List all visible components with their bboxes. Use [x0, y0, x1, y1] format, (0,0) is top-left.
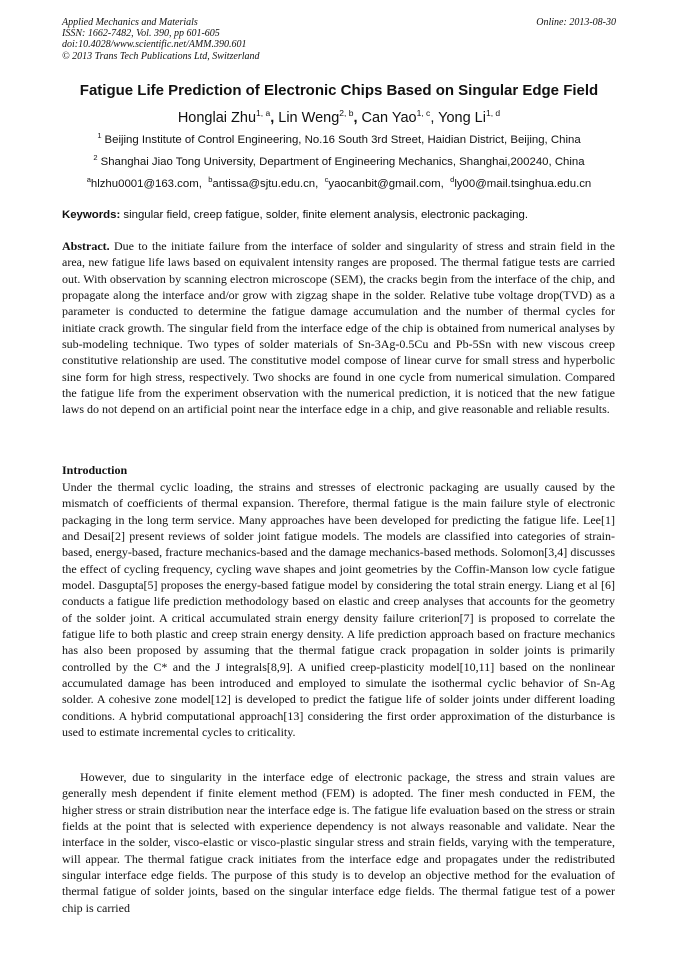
issn-line: ISSN: 1662-7482, Vol. 390, pp 601-605 — [62, 28, 220, 40]
email-address: hlzhu0001@163.com, — [90, 178, 202, 190]
email-superscript: d — [450, 175, 455, 184]
email-address: yaocanbit@gmail.com, — [328, 178, 444, 190]
introduction-paragraph-1: Under the thermal cyclic loading, the strains and stresses of electronic packaging are usually caused by the mismatch of coefficients of thermal expansion. Therefore, thermal fatigue is the main failure style of electronic packaging in the long term service. Many approaches have been developed for predicting the fatigue life. Lee[1] and Desai[2] present reviews of solder joint fatigue models. The models are classified into categories of strain-based, energy-based, fracture mechanics-based and the damage mechanics-based methods. Solomon[3,4] discusses the effect of cycling frequency, cycling wave shapes and joint geometries by the Coffin-Manson low cycle fatigue model. Dasgupta[5] proposes the energy-based fatigue model by considering the total strain energy. Liang et al [6] conducts a fatigue life prediction methodology based on elastic and creep analyses that accounts for the geometry of the solder joint. A critical accumulated strain energy density failure criterion[7] is proposed to correlate the fatigue life to both plastic and creep strain energy density. A life prediction approach based on fracture mechanics has also been proposed by assuming that the thermal fatigue crack propagation in solder joints is primarily controlled by the C* and the J integrals[8,9]. A unified creep-plasticity model[10,11] based on the nonlinear accumulated damage has been introduced and employed to simulate the isothermal cyclic behavior of Sn-Ag solder. A cohesive zone model[12] is developed to predict the fatigue life of solder joints under different loading conditions. A hybrid computational approach[13] considering the first order approximation of the disturbance is used to estimate incremental cycles to criticality. — [62, 480, 615, 740]
email-line — [30, 173, 648, 191]
email-address: antissa@sjtu.edu.cn, — [212, 178, 319, 190]
section-heading-introduction: Introduction — [62, 463, 128, 477]
keywords-text: singular field, creep fatigue, solder, finite element analysis, electronic packaging. — [123, 209, 529, 221]
author-superscript: 2, b — [339, 108, 354, 118]
journal-header — [62, 17, 260, 62]
affiliation-number: 2 — [93, 153, 98, 162]
email-superscript: a — [86, 175, 91, 184]
keywords — [62, 208, 528, 222]
author-superscript: 1, c — [416, 108, 431, 118]
keywords-label: Keywords: — [62, 209, 121, 221]
author-superscript: 1, d — [485, 108, 501, 118]
affiliation-2 — [30, 151, 648, 169]
author-superscript: 1, a — [256, 108, 271, 118]
affiliation-text: Shanghai Jiao Tong University, Department of Engineering Mechanics, Shanghai,200240, China — [100, 156, 585, 168]
copyright-line: © 2013 Trans Tech Publications Ltd, Switzerland — [62, 50, 260, 62]
journal-name: Applied Mechanics and Materials — [62, 17, 198, 28]
affiliation-number: 1 — [97, 131, 102, 140]
author-name: Yong Li — [438, 110, 486, 126]
introduction-paragraph-2: However, due to singularity in the interface edge of electronic package, the stress and strain values are generally mesh dependent if finite element method (FEM) is adopted. The finer mesh conducted in FEM, the higher stress or strain distribution near the interface edge is. The fatigue life evaluation based on the stress or strain fields at the point that is selected with experience dependency is not always reasonable and validate. Near the interface in the solder, visco-elastic or visco-plastic singular stress and strain fields, varying with the temperature, will appear. The thermal fatigue crack initiates from the interface edge and propagates under the redistributed singular interface edge fields. The purpose of this study is to develop an objective method for the evaluation of thermal fatigue of solder joints, based on the singular interface edge fields. The thermal fatigue test of a power chip is carried — [62, 770, 615, 915]
author-list: Honglai Zhu$^{1, a}$, Lin Weng$^{2, b}$, Can Yao$^{1, c}$, Yong Li$^{1, d}$ — [177, 108, 501, 126]
email-superscript: c — [324, 175, 329, 184]
author-name: Can Yao — [361, 110, 417, 126]
online-date: Online: 2013-08-30 — [536, 17, 616, 28]
email-superscript: b — [208, 175, 213, 184]
abstract-text: Due to the initiate failure from the interface of solder and singularity of stress and strain field in the area, new fatigue life laws based on equivalent intensity ranges are proposed. The thermal fatigue tests are carried out. With observation by scanning electron microscope (SEM), the cracks begin from the interface of the chip, and propagate along the interface and/or grow with zigzag shape in the solder. Relative tube voltage drop(TVD) as a parameter is conducted to determine the fatigue damage accumulation and the number of thermal cycles for initiate crack growth. The singular field from the interface edge of the chip is obtained from numerical analyses by sub-modeling technique. Two types of solder materials of Sn-3Ag-0.5Cu and Pb-5Sn with new viscous creep constitutive relationship are used. The constitutive model compose of linear curve for small stress and hyperbolic sine form for high stress, respectively. Two shocks are found in one cycle from numerical simulation. Compared the fatigue life from the experiment observation with the numerical prediction, it is noticed that the new fatigue laws do not depend on an artificial point near the interface edge in a chip, and give reasonable and reliable results. — [62, 239, 615, 417]
email-address: ly00@mail.tsinghua.edu.cn — [454, 178, 592, 190]
abstract-label: Abstract. — [62, 239, 110, 253]
paper-title: Fatigue Life Prediction of Electronic Chips Based on Singular Edge Field — [79, 82, 599, 99]
doi-line: doi:10.4028/www.scientific.net/AMM.390.601 — [62, 39, 247, 51]
author-name: Lin Weng — [278, 110, 340, 126]
affiliation-text: Beijing Institute of Control Engineering, No.16 South 3rd Street, Haidian District, Beijing, China — [104, 134, 581, 146]
author-name: Honglai Zhu — [177, 110, 257, 126]
abstract — [62, 238, 615, 418]
affiliation-1 — [30, 129, 648, 147]
